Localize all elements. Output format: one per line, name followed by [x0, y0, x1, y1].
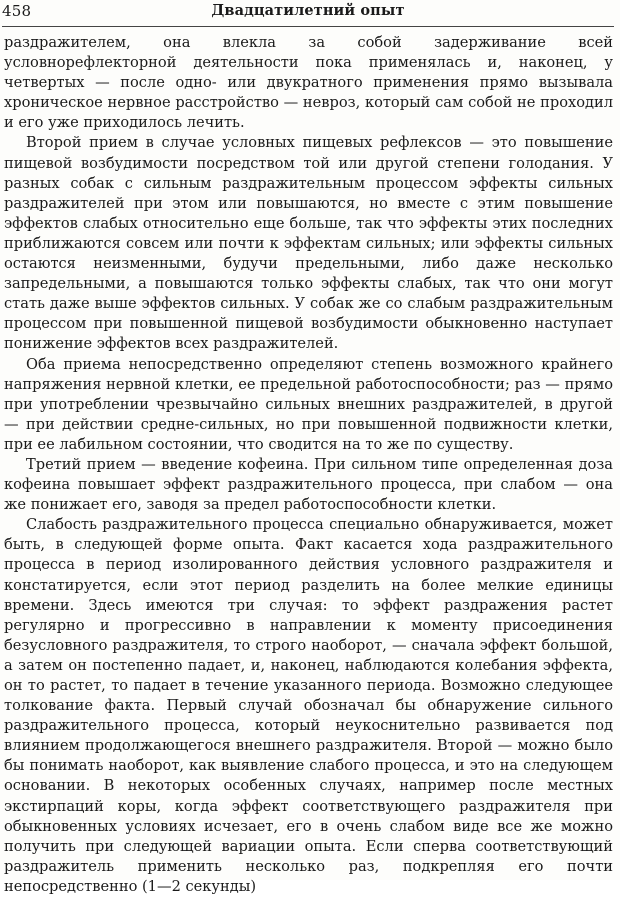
running-head	[2, 2, 614, 24]
paragraph-continuation: раздражителем, она влекла за собой задерживание всей условнорефлекторной деятельности пока применялась и, наконец, у четвертых — после одно- или двукратного применения прямо вызывала хроническое нервное расстройство — невроз, который сам собой не проходил и его уже приходилось лечить.	[4, 34, 613, 132]
paragraph-third-method: Третий прием — введение кофеина. При сильном типе определенная доза кофеина повышает эффект раздражительного процесса, при слабом — она же понижает его, заводя за предел работоспособности клетки.	[4, 455, 613, 514]
paragraph-second-method: Второй прием в случае условных пищевых рефлексов — это повышение пищевой возбудимости посредством той или другой степени голодания. У разных собак с сильным раздражительным процессом эффекты сильных раздражителей при этом или повышаются, но вместе с этим повышение эффектов слабых относительно еще больше, так что эффекты этих последних приближаются совсем или почти к эффектам сильных; или эффекты сильных остаются неизменными, будучи предельными, либо даже несколько запредельными, а повышаются только эффекты слабых, так что они могут стать даже выше эффектов сильных. У собак же со слабым раздражительным процессом при повышенной пищевой возбудимости обыкновенно наступает понижение эффектов всех раздражителей.	[4, 134, 613, 353]
page-number: 458	[2, 2, 32, 20]
paragraph-both-methods: Оба приема непосредственно определяют степень возможного крайнего напряжения нервной клетки, ее предельной работоспособности; раз — прямо при употреблении чрезвычайно сильных внешних раздражителей, в другой — при действии средне-сильных, но при повышенной подвижности клетки, при ее лабильном состоянии, что сводится на то же по существу.	[4, 355, 613, 453]
header-rule	[2, 26, 614, 27]
running-title: Двадцатилетний опыт	[211, 2, 405, 19]
paragraph-weakness: Слабость раздражительного процесса специально обнаруживается, может быть, в следующей форме опыта. Факт касается хода раздражительного процесса в период изолированного действия условного раздражителя и констатируется, если этот период разделить на более мелкие единицы времени. Здесь имеются три случая: то эффект раздражения растет регулярно и прогрессивно в направлении к моменту присоединения безусловного раздражителя, то строго наоборот, — сначала эффект большой, а затем он постепенно падает, и, наконец, наблюдаются колебания эффекта, он то растет, то падает в течение указанного периода. Возможно следующее толкование факта. Первый случай обозначал бы обнаружение сильного раздражительного процесса, который неукоснительно развивается под влиянием продолжающегося внешнего раздражителя. Второй — можно было бы понимать наоборот, как выявление слабого процесса, и это на следующем основании. В некоторых особенных случаях, например после местных экстирпаций коры, когда эффект соответствующего раздражителя при обыкновенных условиях исчезает, его в очень слабом виде все же можно получить при следующей вариации опыта. Если сперва соответствующий раздражитель применить несколько раз, подкрепляя его почти непосредственно (1—2 секунды)	[4, 516, 613, 895]
body-text	[4, 33, 613, 897]
